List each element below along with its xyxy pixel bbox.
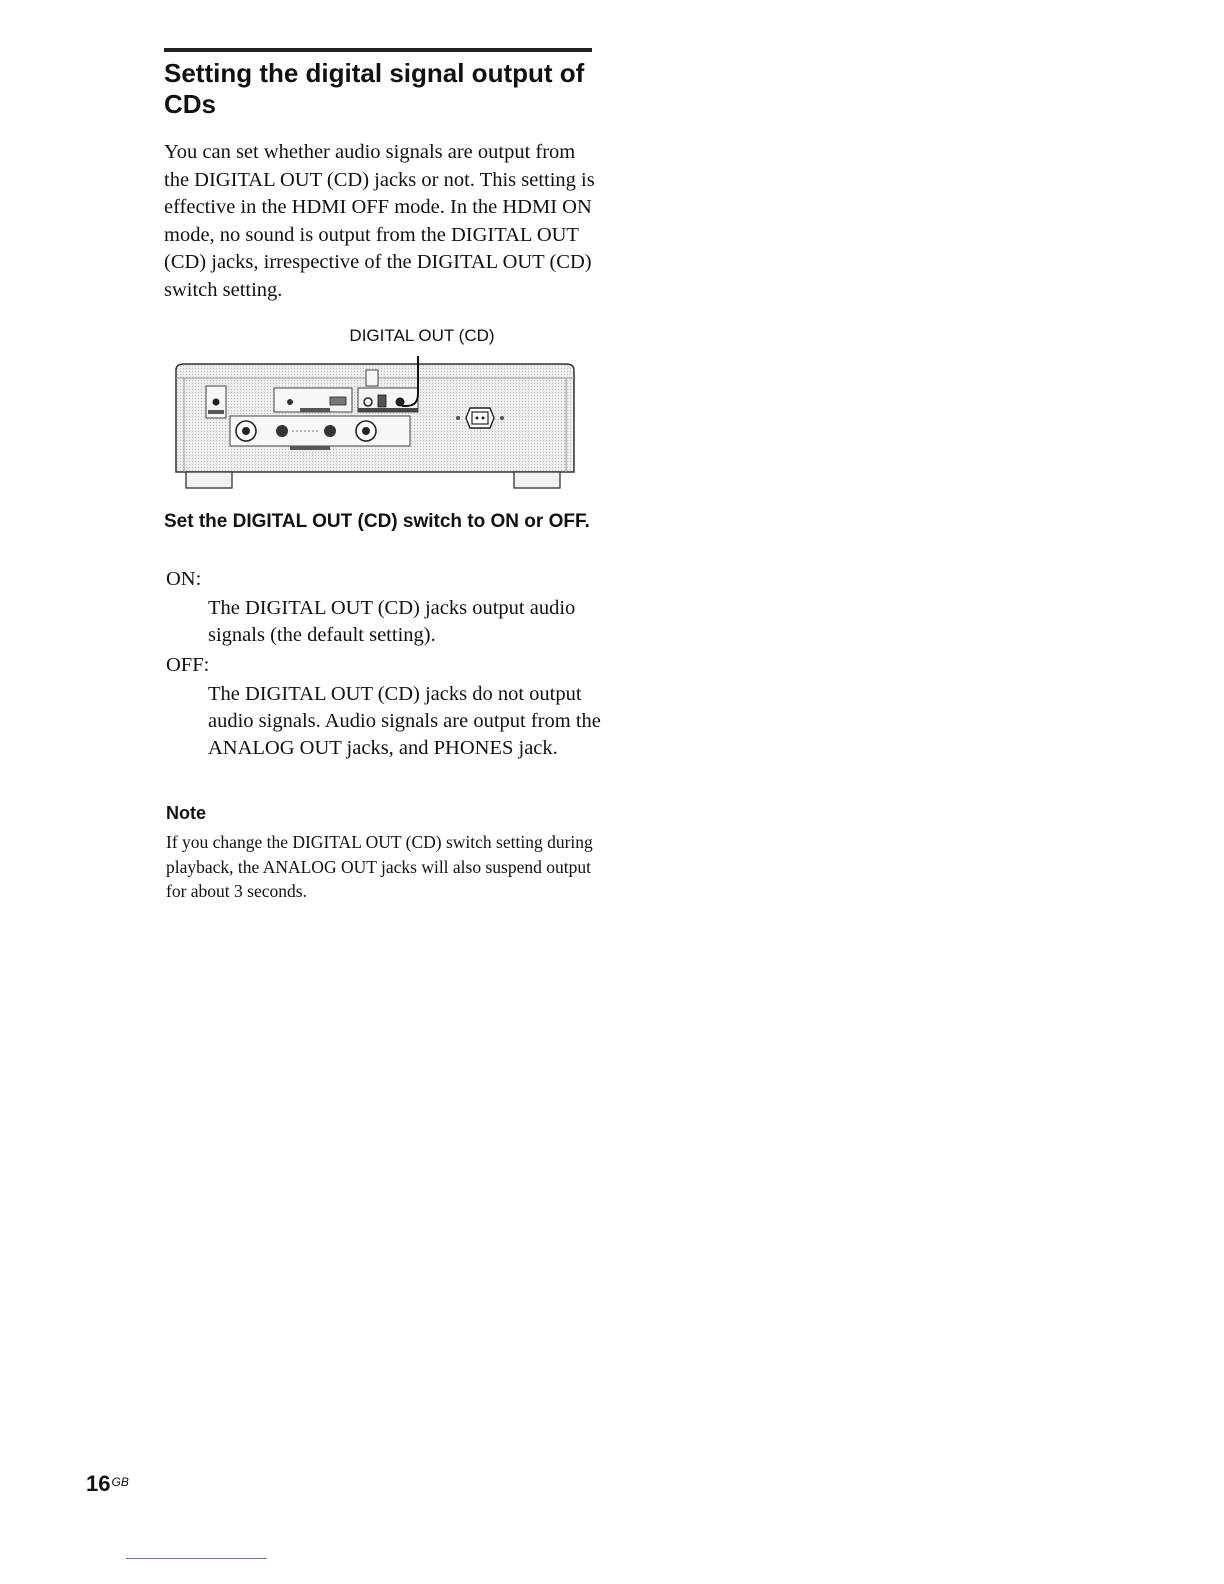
hdmi-panel	[274, 388, 352, 412]
section-top-rule	[164, 48, 592, 52]
analog-out-panel	[230, 416, 410, 450]
page-number-suffix: GB	[111, 1475, 129, 1489]
option-desc-off: The DIGITAL OUT (CD) jacks do not output audio signals. Audio signals are output from the ANALOG OUT jacks, and PHONES jack.	[208, 683, 601, 759]
page-number	[86, 1472, 129, 1496]
instruction-step: Set the DIGITAL OUT (CD) switch to ON or OFF.	[164, 511, 590, 532]
section-title: Setting the digital signal output of CDs	[164, 58, 585, 119]
remote-jack-plate	[206, 386, 226, 418]
digital-out-callout-label: DIGITAL OUT (CD)	[349, 326, 495, 345]
digital-out-panel	[358, 388, 418, 412]
bottom-rule	[126, 1558, 267, 1559]
rear-panel-diagram	[170, 322, 580, 494]
page-number-value: 16	[86, 1471, 111, 1496]
note-heading: Note	[166, 803, 206, 823]
note-text: If you change the DIGITAL OUT (CD) switch setting during playback, the ANALOG OUT jacks will also suspend output for about 3 seconds.	[166, 832, 593, 901]
option-term-on: ON:	[166, 568, 202, 590]
intro-paragraph: You can set whether audio signals are output from the DIGITAL OUT (CD) jacks or not. This setting is effective in the HDMI OFF mode. In the HDMI ON mode, no sound is output from the DIGITAL OUT (CD) jacks, irrespective of the DIGITAL OUT (CD) switch setting.	[164, 141, 595, 301]
option-desc-on: The DIGITAL OUT (CD) jacks output audio signals (the default setting).	[208, 597, 576, 646]
option-term-off: OFF:	[166, 654, 210, 676]
device-feet	[186, 472, 560, 488]
